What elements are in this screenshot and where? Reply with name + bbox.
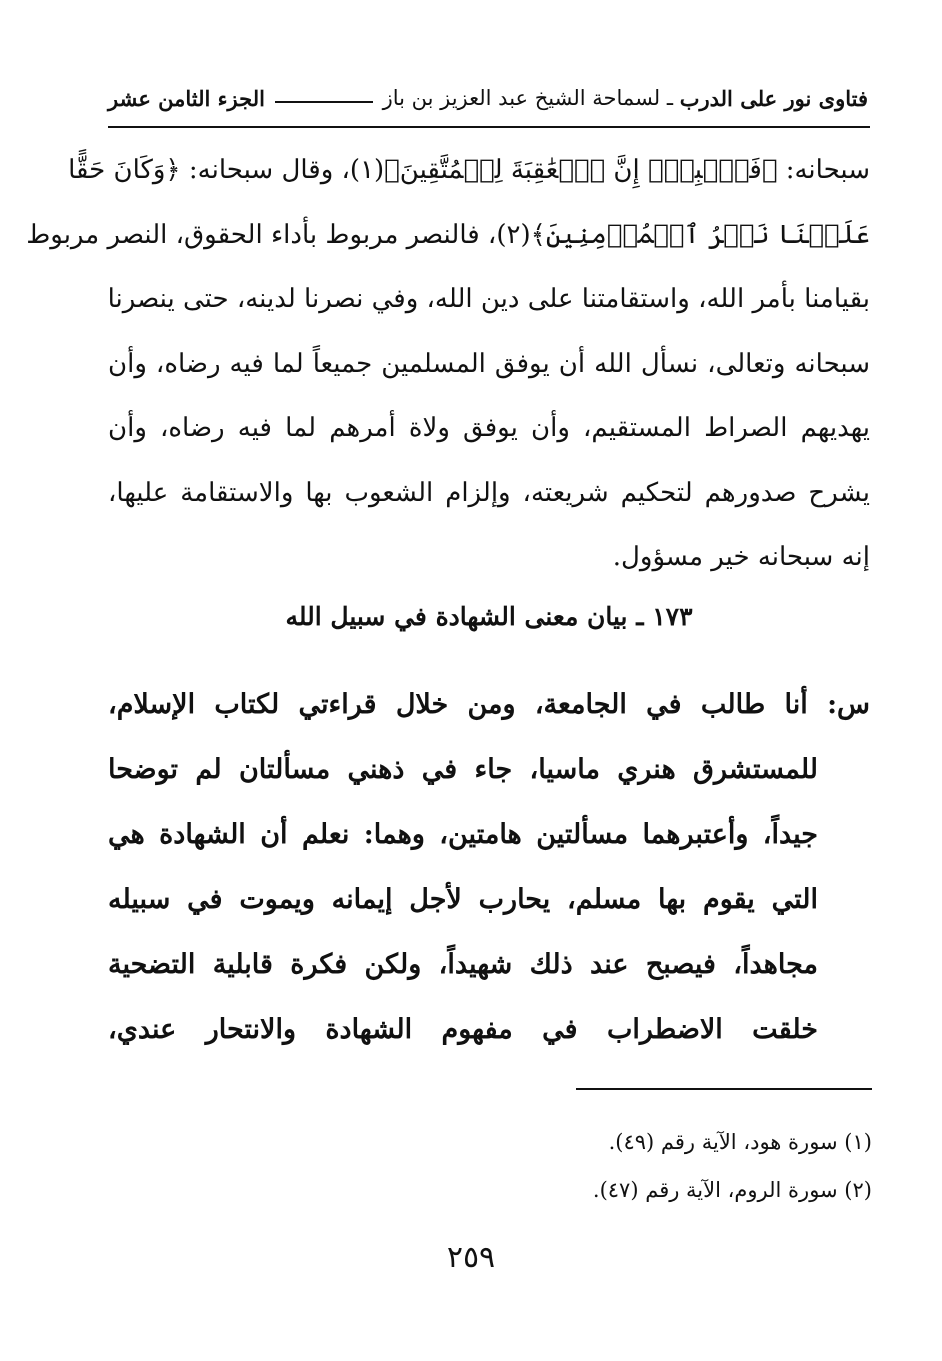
- header-dash: ـ: [660, 86, 680, 110]
- question-line: مجاهداً، فيصبح عند ذلك شهيداً، ولكن فكرة قابلية التضحية: [108, 949, 818, 980]
- question-line: للمستشرق هنري ماسيا، جاء في ذهني مسألتان لم توضحا: [108, 754, 818, 785]
- header-rule: [275, 101, 373, 103]
- paragraph-line: إنه سبحانه خير مسؤول.: [612, 542, 870, 572]
- header-author: لسماحة الشيخ عبد العزيز بن باز: [382, 86, 661, 110]
- paragraph-line: سبحانه وتعالى، نسأل الله أن يوفق المسلمين جميعاً لما فيه رضاه، وأن: [108, 348, 870, 379]
- paragraph-line: بقيامنا بأمر الله، واستقامتنا على دين الله، وفي نصرنا لدينه، حتى ينصرنا: [107, 284, 870, 314]
- footnote-1: (١) سورة هود، الآية رقم (٤٩).: [608, 1130, 872, 1154]
- question-block: [108, 672, 870, 1062]
- question-line: س: أنا طالب في الجامعة، ومن خلال قراءتي لكتاب الإسلام،: [108, 689, 870, 720]
- page-number: ٢٥٩: [446, 1240, 496, 1275]
- footnotes: [372, 1118, 872, 1214]
- header-book-title: فتاوى نور على الدرب: [679, 85, 868, 111]
- answer-paragraph: [26, 138, 870, 590]
- question-line: التي يقوم بها مسلم، يحارب لأجل إيمانه ويموت في سبيله: [108, 884, 818, 915]
- paragraph-line: عَلَيۡنَا نَصۡرُ ٱلۡمُؤۡمِنِينَ﴾(٢)، فالنصر مربوط بأداء الحقوق، النصر مربوط: [26, 219, 870, 250]
- paragraph-line: يهديهم الصراط المستقيم، وأن يوفق ولاة أمرهم لما فيه رضاه، وأن: [108, 413, 870, 443]
- running-header: [108, 78, 868, 118]
- footnote-2: (٢) سورة الروم، الآية رقم (٤٧).: [592, 1178, 872, 1202]
- question-line: جيداً، وأعتبرهما مسألتين هامتين، وهما: نعلم أن الشهادة هي: [108, 819, 818, 850]
- header-underline: [108, 126, 870, 128]
- footnote-separator: [576, 1088, 872, 1090]
- paragraph-line: يشرح صدورهم لتحكيم شريعته، وإلزام الشعوب بها والاستقامة عليها،: [108, 477, 870, 508]
- header-volume: الجزء الثامن عشر: [108, 85, 265, 111]
- question-line: خلقت الاضطراب في مفهوم الشهادة والانتحار عندي،: [108, 1014, 818, 1045]
- paragraph-line: سبحانه: ﴿فَٱصۡبِرۡۖ إِنَّ ٱلۡعَٰقِبَةَ لِلۡمُتَّقِينَ﴾(١)، وقال سبحانه: ﴿وَكَانَ حَقًّا: [68, 155, 870, 185]
- section-heading: ١٧٣ ـ بيان معنى الشهادة في سبيل الله: [285, 602, 693, 631]
